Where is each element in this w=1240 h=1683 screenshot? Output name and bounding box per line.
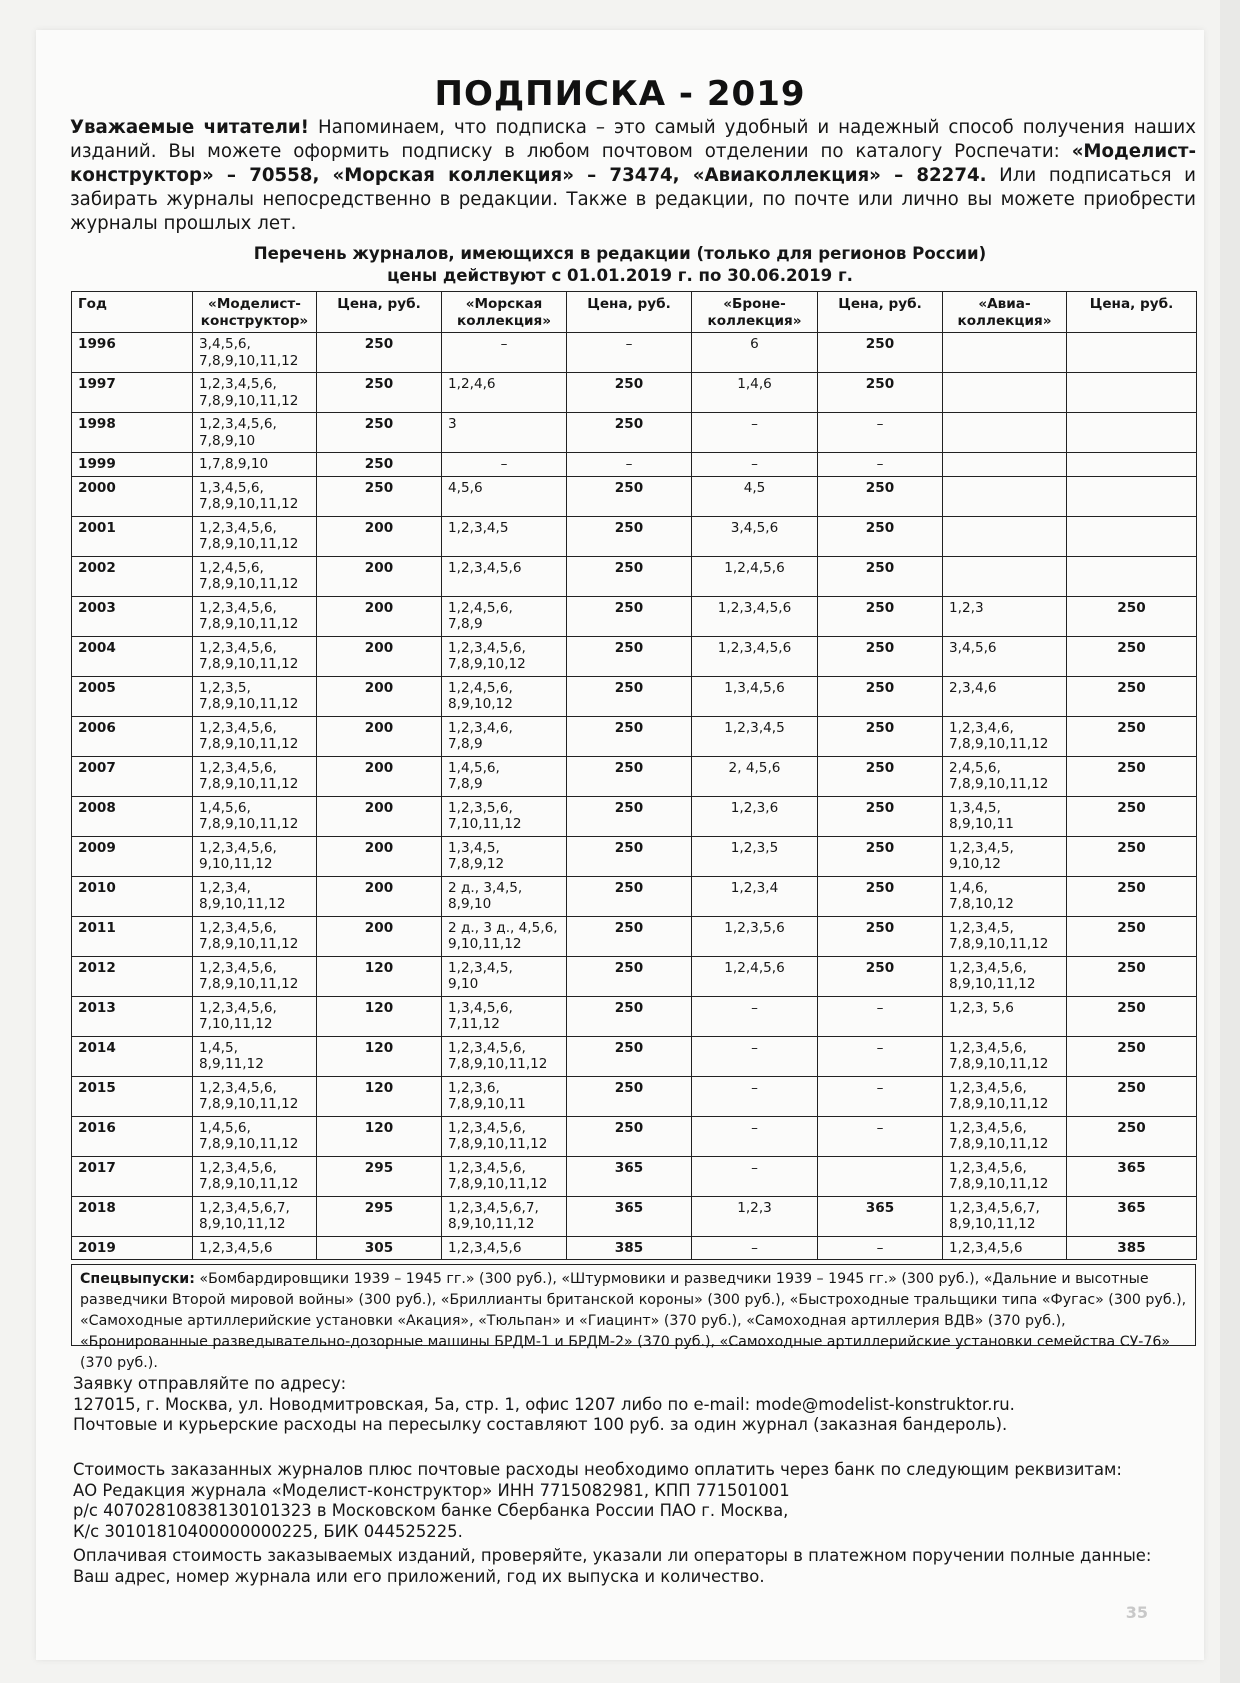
column-header: «Моделист- конструктор» (193, 292, 317, 333)
table-cell: 250 (1067, 716, 1197, 756)
year-cell: 2004 (72, 636, 193, 676)
special-issues (71, 1264, 1196, 1371)
table-cell: 4,5,6 (442, 476, 567, 516)
table-cell: 200 (317, 916, 442, 956)
table-cell: 1,2,3,4,5,6, 7,8,9,10,11,12 (943, 1156, 1067, 1196)
table-cell (1067, 453, 1197, 477)
intro-text-2: Или подписаться и забирать журналы непосредственно в редакции. Также в редакции, по почте или лично вы можете приобрести журналы прошлых лет. (70, 165, 1197, 234)
table-row (72, 1196, 1197, 1236)
table-cell: 1,2,3,4,5,6,7, 8,9,10,11,12 (943, 1196, 1067, 1236)
table-cell (1067, 413, 1197, 453)
table-cell: 1,2,4,5,6, 7,8,9 (442, 596, 567, 636)
table-cell: 250 (567, 676, 692, 716)
table-cell: 295 (317, 1156, 442, 1196)
table-cell: 250 (567, 413, 692, 453)
table-cell: 305 (317, 1236, 442, 1260)
table-cell: 1,2,3,4,5,6, 7,8,9,10,11,12 (193, 596, 317, 636)
table-cell: 250 (567, 916, 692, 956)
table-cell: 250 (818, 836, 943, 876)
table-cell (818, 1156, 943, 1196)
table-cell: – (818, 413, 943, 453)
table-cell (943, 333, 1067, 373)
table-cell (943, 453, 1067, 477)
table-cell: 250 (567, 373, 692, 413)
table-cell: 1,3,4,5,6, 7,8,9,10,11,12 (193, 476, 317, 516)
table-cell: 1,2,3,4,5,6 (193, 1236, 317, 1260)
table-cell: – (692, 1036, 818, 1076)
table-cell: 250 (567, 716, 692, 756)
table-cell: – (818, 996, 943, 1036)
table-cell: 1,2,3,4,5,6,7, 8,9,10,11,12 (442, 1196, 567, 1236)
table-cell: 200 (317, 836, 442, 876)
table-cell: 1,2,3, 5,6 (943, 996, 1067, 1036)
table-cell: 2, 4,5,6 (692, 756, 818, 796)
table-cell: 1,2,3,4,5,6, 8,9,10,11,12 (943, 956, 1067, 996)
payment-line-1: Стоимость заказанных журналов плюс почтовые расходы необходимо оплатить через банк по следующим реквизитам: (73, 1460, 1122, 1479)
table-cell: 200 (317, 676, 442, 716)
table-cell: 120 (317, 1116, 442, 1156)
address-line-1: Заявку отправляйте по адресу: (73, 1374, 347, 1393)
year-cell: 2003 (72, 596, 193, 636)
year-cell: 2014 (72, 1036, 193, 1076)
table-cell: 1,3,4,5,6, 7,11,12 (442, 996, 567, 1036)
table-row (72, 1236, 1197, 1260)
payment-line-3: р/с 40702810838130101323 в Московском банке Сбербанка России ПАО г. Москва, (73, 1501, 789, 1520)
year-cell: 1996 (72, 333, 193, 373)
table-cell: 1,2,4,5,6 (692, 556, 818, 596)
table-cell: 1,4,5,6, 7,8,9,10,11,12 (193, 796, 317, 836)
table-cell: – (567, 333, 692, 373)
column-header: Цена, руб. (1067, 292, 1197, 333)
table-cell: 1,2,3,5,6 (692, 916, 818, 956)
year-cell: 1998 (72, 413, 193, 453)
table-cell: – (818, 1076, 943, 1116)
table-cell: 365 (1067, 1196, 1197, 1236)
table-cell: 1,2,4,6 (442, 373, 567, 413)
payment-line-4: К/с 30101810400000000225, БИК 044525225. (73, 1521, 463, 1541)
table-row (72, 413, 1197, 453)
table-cell: – (692, 1076, 818, 1116)
table-cell: 6 (692, 333, 818, 373)
table-cell: 1,3,4,5,6 (692, 676, 818, 716)
table-cell: 1,2,3,4,6, 7,8,9,10,11,12 (943, 716, 1067, 756)
year-cell: 2017 (72, 1156, 193, 1196)
table-cell: 120 (317, 1076, 442, 1116)
table-cell: 250 (567, 596, 692, 636)
table-cell: 1,2,3,6 (692, 796, 818, 836)
table-cell: 250 (818, 876, 943, 916)
table-cell: 1,7,8,9,10 (193, 453, 317, 477)
table-cell: 1,4,5,6, 7,8,9,10,11,12 (193, 1116, 317, 1156)
year-cell: 2001 (72, 516, 193, 556)
table-cell: 250 (818, 516, 943, 556)
table-cell: 250 (818, 916, 943, 956)
table-cell: 250 (1067, 1036, 1197, 1076)
table-row (72, 876, 1197, 916)
table-row (72, 716, 1197, 756)
table-cell: 1,2,3 (692, 1196, 818, 1236)
table-cell: 1,2,3,4, 8,9,10,11,12 (193, 876, 317, 916)
table-cell: 1,2,3,4,5,6, 7,8,9,10,11,12 (193, 956, 317, 996)
year-cell: 2015 (72, 1076, 193, 1116)
table-cell: 365 (567, 1156, 692, 1196)
intro-catalog: «Моделист-конструктор» – 70558, «Морская коллекция» – 73474, «Авиаколлекция» – 82274. (70, 141, 1196, 186)
table-cell: 250 (567, 1036, 692, 1076)
table-cell: 365 (818, 1196, 943, 1236)
table-row (72, 516, 1197, 556)
table-cell: 3 (442, 413, 567, 453)
table-cell: 200 (317, 756, 442, 796)
table-cell (943, 413, 1067, 453)
table-cell: – (692, 1156, 818, 1196)
table-cell: 250 (567, 996, 692, 1036)
table-cell: 250 (818, 716, 943, 756)
table-cell (943, 373, 1067, 413)
table-title: Перечень журналов, имеющихся в редакции (только для регионов России) (253, 244, 987, 263)
table-cell: 1,4,5, 8,9,11,12 (193, 1036, 317, 1076)
table-cell: 1,2,3,6, 7,8,9,10,11 (442, 1076, 567, 1116)
year-cell: 2011 (72, 916, 193, 956)
table-cell: 1,4,5,6, 7,8,9 (442, 756, 567, 796)
table-cell: 250 (1067, 1116, 1197, 1156)
table-cell: 1,2,4,5,6 (692, 956, 818, 996)
table-cell: 200 (317, 796, 442, 836)
table-cell: 250 (818, 373, 943, 413)
table-cell: 1,2,3,4,5,6 (692, 636, 818, 676)
table-cell: 3,4,5,6, 7,8,9,10,11,12 (193, 333, 317, 373)
table-cell: 1,2,3,4,5,6, 7,8,9,10,11,12 (943, 1036, 1067, 1076)
table-cell: 250 (818, 636, 943, 676)
year-cell: 2007 (72, 756, 193, 796)
table-cell: 120 (317, 996, 442, 1036)
table-cell: – (818, 1036, 943, 1076)
table-cell: 250 (1067, 636, 1197, 676)
year-cell: 2006 (72, 716, 193, 756)
table-row (72, 556, 1197, 596)
magazines-table (71, 291, 1197, 1260)
payment-block (73, 1460, 1193, 1542)
year-cell: 2005 (72, 676, 193, 716)
table-cell: 250 (818, 756, 943, 796)
column-header: Цена, руб. (317, 292, 442, 333)
table-cell: – (818, 453, 943, 477)
table-cell: 250 (1067, 796, 1197, 836)
table-row (72, 636, 1197, 676)
table-cell: 1,2,3,4,5,6 (442, 1236, 567, 1260)
table-cell: 1,2,3 (943, 596, 1067, 636)
table-cell: 1,2,3,4,5,6 (442, 556, 567, 596)
table-cell: 250 (1067, 956, 1197, 996)
year-cell: 2002 (72, 556, 193, 596)
table-cell: 1,2,3,4,5,6, 7,8,9,10,11,12 (193, 516, 317, 556)
column-header: Цена, руб. (818, 292, 943, 333)
table-cell: 1,2,3,4,5,6, 7,8,9,10,11,12 (943, 1116, 1067, 1156)
table-cell: 250 (1067, 596, 1197, 636)
special-label: Спецвыпуски: (80, 1271, 195, 1287)
table-cell: 1,2,3,4,6, 7,8,9 (442, 716, 567, 756)
table-cell: 250 (567, 1116, 692, 1156)
table-cell: 1,2,3,4,5 (692, 716, 818, 756)
table-cell (943, 556, 1067, 596)
table-row (72, 916, 1197, 956)
table-cell: 1,2,3,4,5,6, 7,8,9,10,12 (442, 636, 567, 676)
table-cell (1067, 373, 1197, 413)
table-row (72, 476, 1197, 516)
table-cell: 1,2,3,4,5,6 (943, 1236, 1067, 1260)
address-line-3: Почтовые и курьерские расходы на пересылку составляют 100 руб. за один журнал (заказная бандероль). (73, 1415, 1008, 1434)
year-cell: 2010 (72, 876, 193, 916)
table-row (72, 996, 1197, 1036)
table-row (72, 373, 1197, 413)
column-header: «Авиа- коллекция» (943, 292, 1067, 333)
table-cell: 250 (567, 516, 692, 556)
table-row (72, 453, 1197, 477)
table-cell: 1,2,4,5,6, 8,9,10,12 (442, 676, 567, 716)
year-cell: 2019 (72, 1236, 193, 1260)
table-cell: 1,2,3,4,5,6, 7,10,11,12 (193, 996, 317, 1036)
page-title: ПОДПИСКА - 2019 (434, 74, 806, 114)
table-row (72, 756, 1197, 796)
table-row (72, 836, 1197, 876)
table-cell: 1,2,3,4,5,6, 7,8,9,10,11,12 (193, 1076, 317, 1116)
table-cell: – (692, 1116, 818, 1156)
table-cell: – (818, 1116, 943, 1156)
table-cell: 1,2,3,4,5,6,7, 8,9,10,11,12 (193, 1196, 317, 1236)
table-row (72, 1076, 1197, 1116)
intro-greeting: Уважаемые читатели! (70, 117, 309, 138)
table-cell: 1,2,3,4,5,6, 7,8,9,10,11,12 (193, 636, 317, 676)
note-line-2: Ваш адрес, номер журнала или его приложений, год их выпуска и количество. (73, 1566, 765, 1586)
table-cell: 120 (317, 956, 442, 996)
table-cell: – (692, 413, 818, 453)
table-cell: 2 д., 3 д., 4,5,6, 9,10,11,12 (442, 916, 567, 956)
year-cell: 2009 (72, 836, 193, 876)
special-text: «Бомбардировщики 1939 – 1945 гг.» (300 руб.), «Штурмовики и разведчики 1939 – 1945 гг.» (300 руб.), «Дальние и высотные разведчики Второй мировой войны» (300 руб.), «Бриллианты британской короны» (300 руб.), «Быстроходные тральщики типа «Фугас» (300 руб.), «Самоходные артиллерийские установки «Акация», «Тюльпан» и «Гиацинт» (370 руб.), «Самоходная артиллерия ВДВ» (370 руб.), «Бронированные разведывательно-дозорные машины БРДМ-1 и БРДМ-2» (370 руб.), «Самоходные артиллерийские установки семейства СУ-76» (370 руб.). (80, 1271, 1187, 1371)
table-cell: 385 (1067, 1236, 1197, 1260)
table-cell: 200 (317, 516, 442, 556)
table-cell: 3,4,5,6 (943, 636, 1067, 676)
header-row (72, 292, 1197, 333)
table-cell: 2 д., 3,4,5, 8,9,10 (442, 876, 567, 916)
table-cell: 250 (1067, 1076, 1197, 1116)
table-cell: 1,2,3,5 (692, 836, 818, 876)
table-cell: 1,2,3,4,5,6, 7,8,9,10,11,12 (193, 916, 317, 956)
table-cell: 1,2,3,4,5,6, 7,8,9,10,11,12 (442, 1036, 567, 1076)
table-cell: 1,2,3,4,5,6, 7,8,9,10,11,12 (943, 1076, 1067, 1116)
table-cell: – (692, 1236, 818, 1260)
table-cell: 250 (567, 1076, 692, 1116)
table-cell: 250 (567, 956, 692, 996)
table-cell (1067, 476, 1197, 516)
table-cell: 1,2,4,5,6, 7,8,9,10,11,12 (193, 556, 317, 596)
table-cell: 295 (317, 1196, 442, 1236)
table-cell (943, 516, 1067, 556)
table-row (72, 1116, 1197, 1156)
intro-paragraph (70, 116, 1196, 236)
table-cell: 250 (1067, 836, 1197, 876)
table-cell: 4,5 (692, 476, 818, 516)
column-header: «Броне- коллекция» (692, 292, 818, 333)
year-cell: 2018 (72, 1196, 193, 1236)
table-cell: – (692, 996, 818, 1036)
table-cell (1067, 333, 1197, 373)
table-cell: 2,3,4,6 (943, 676, 1067, 716)
table-row (72, 796, 1197, 836)
year-cell: 2008 (72, 796, 193, 836)
table-cell: 250 (818, 956, 943, 996)
year-cell: 2012 (72, 956, 193, 996)
table-cell: 1,2,3,4,5,6, 7,8,9,10,11,12 (193, 373, 317, 413)
note-line-1: Оплачивая стоимость заказываемых изданий, проверяйте, указали ли операторы в платежном поручении полные данные: (73, 1546, 1152, 1565)
column-header: Цена, руб. (567, 292, 692, 333)
table-cell: 200 (317, 876, 442, 916)
table-cell: 200 (317, 556, 442, 596)
page-number: 35 (1125, 1603, 1148, 1622)
table-row (72, 333, 1197, 373)
table-cell: – (692, 453, 818, 477)
table-cell: 250 (1067, 996, 1197, 1036)
table-cell: 1,4,6, 7,8,10,12 (943, 876, 1067, 916)
table-cell: 1,2,3,4,5,6, 7,8,9,10,11,12 (193, 716, 317, 756)
year-cell: 2016 (72, 1116, 193, 1156)
table-cell: 1,2,3,5,6, 7,10,11,12 (442, 796, 567, 836)
table-cell: 365 (567, 1196, 692, 1236)
table-cell: 250 (1067, 876, 1197, 916)
table-cell: 120 (317, 1036, 442, 1076)
table-cell: 250 (567, 756, 692, 796)
address-block (73, 1374, 1193, 1436)
table-cell: 1,2,3,4,5,6, 7,8,9,10,11,12 (442, 1156, 567, 1196)
table-cell: 250 (567, 636, 692, 676)
table-cell: 250 (317, 373, 442, 413)
table-cell: 250 (317, 476, 442, 516)
table-cell: 250 (818, 796, 943, 836)
payment-line-2: АО Редакция журнала «Моделист-конструктор» ИНН 7715082981, КПП 771501001 (73, 1480, 790, 1500)
table-cell: 1,2,3,4,5,6, 7,8,9,10,11,12 (442, 1116, 567, 1156)
table-cell: 250 (818, 333, 943, 373)
table-cell: – (442, 453, 567, 477)
table-cell: 3,4,5,6 (692, 516, 818, 556)
table-cell: 200 (317, 716, 442, 756)
table-cell: 1,2,3,4,5, 9,10,12 (943, 836, 1067, 876)
table-cell: 200 (317, 636, 442, 676)
table-row (72, 1036, 1197, 1076)
table-cell: 1,2,3,5, 7,8,9,10,11,12 (193, 676, 317, 716)
table-cell: 1,2,3,4,5,6, 7,8,9,10,11,12 (193, 1156, 317, 1196)
table-cell (1067, 556, 1197, 596)
year-cell: 1999 (72, 453, 193, 477)
table-cell: 250 (567, 836, 692, 876)
table-cell: 1,2,3,4,5,6 (692, 596, 818, 636)
table-cell: 1,3,4,5, 7,8,9,12 (442, 836, 567, 876)
table-cell: 250 (567, 876, 692, 916)
table-cell: 250 (1067, 756, 1197, 796)
table-cell: 1,4,6 (692, 373, 818, 413)
column-header: Год (72, 292, 193, 333)
table-cell: 250 (567, 476, 692, 516)
table-cell: – (442, 333, 567, 373)
table-cell: 1,3,4,5, 8,9,10,11 (943, 796, 1067, 836)
table-cell: 1,2,3,4,5,6, 7,8,9,10 (193, 413, 317, 453)
table-cell: 200 (317, 596, 442, 636)
intro-text-1: Напоминаем, что подписка – это самый удобный и надежный способ получения наших изданий. Вы можете оформить подписку в любом почтовом отделении по каталогу Роспечати: (70, 117, 1196, 162)
table-cell: – (567, 453, 692, 477)
table-cell: 1,2,3,4,5, 9,10 (442, 956, 567, 996)
table-cell: 1,2,3,4,5 (442, 516, 567, 556)
table-cell: 250 (818, 556, 943, 596)
table-cell: 365 (1067, 1156, 1197, 1196)
table-cell: 1,2,3,4,5,6, 7,8,9,10,11,12 (193, 756, 317, 796)
year-cell: 2000 (72, 476, 193, 516)
table-row (72, 596, 1197, 636)
column-header: «Морская коллекция» (442, 292, 567, 333)
table-row (72, 1156, 1197, 1196)
year-cell: 1997 (72, 373, 193, 413)
table-cell: – (818, 1236, 943, 1260)
table-cell (1067, 516, 1197, 556)
table-cell: 250 (317, 333, 442, 373)
table-cell: 1,2,3,4,5, 7,8,9,10,11,12 (943, 916, 1067, 956)
table-cell: 250 (818, 476, 943, 516)
table-cell: 250 (317, 413, 442, 453)
table-body (72, 333, 1197, 1260)
table-header (72, 292, 1197, 333)
year-cell: 2013 (72, 996, 193, 1036)
table-row (72, 956, 1197, 996)
table-cell: 250 (818, 596, 943, 636)
table-cell: 250 (567, 796, 692, 836)
table-cell: 250 (1067, 676, 1197, 716)
table-cell: 2,4,5,6, 7,8,9,10,11,12 (943, 756, 1067, 796)
table-cell: 250 (1067, 916, 1197, 956)
table-cell: 250 (567, 556, 692, 596)
table-cell: 250 (317, 453, 442, 477)
table-cell: 250 (818, 676, 943, 716)
note-block (73, 1546, 1193, 1587)
table-row (72, 676, 1197, 716)
table-cell: 385 (567, 1236, 692, 1260)
table-cell: 1,2,3,4,5,6, 9,10,11,12 (193, 836, 317, 876)
address-line-2: 127015, г. Москва, ул. Новодмитровская, 5а, стр. 1, офис 1207 либо по e-mail: mode@modelist-konstruktor.ru. (73, 1394, 1015, 1414)
table-cell: 1,2,3,4 (692, 876, 818, 916)
table-validity: цены действуют с 01.01.2019 г. по 30.06.2019 г. (387, 266, 853, 285)
table-cell (943, 476, 1067, 516)
